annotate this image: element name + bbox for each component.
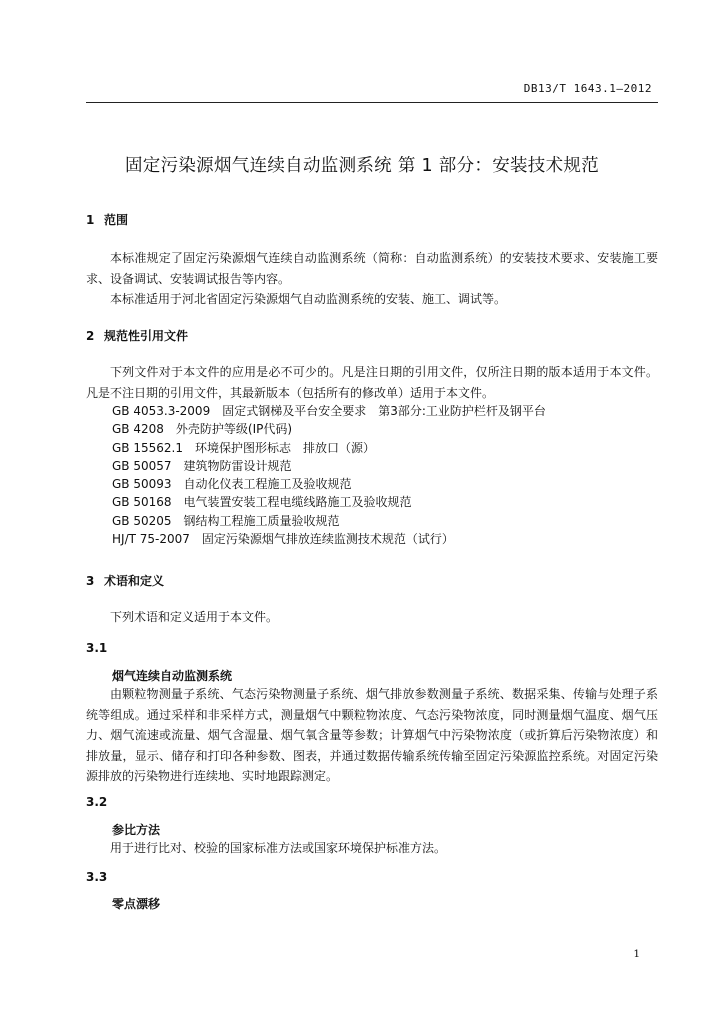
reference-item: GB 50205 钢结构工程施工质量验收规范 (112, 513, 340, 528)
section-number: 3 (86, 574, 95, 588)
term-3-1-name: 烟气连续自动监测系统 (112, 669, 233, 683)
paragraph: 下列术语和定义适用于本文件。 (110, 610, 279, 624)
section-2-heading (86, 327, 188, 344)
term-3-3-number: 3.3 (86, 870, 108, 884)
reference-item: GB 15562.1 环境保护图形标志 排放口（源） (112, 440, 375, 455)
term-3-2-number: 3.2 (86, 795, 108, 809)
document-title: 固定污染源烟气连续自动监测系统 第 1 部分：安装技术规范 (124, 156, 600, 176)
term-3-3-name: 零点漂移 (112, 897, 161, 911)
term-3-1-definition (86, 684, 658, 787)
section-3-intro (86, 607, 658, 628)
term-3-2-name: 参比方法 (112, 823, 161, 837)
section-title: 范围 (104, 213, 129, 227)
paragraph: 下列文件对于本文件的应用是必不可少的。凡是注日期的引用文件，仅所注日期的版本适用于本文件。凡是不注日期的引用文件，其最新版本（包括所有的修改单）适用于本文件。 (86, 365, 658, 400)
paragraph: 用于进行比对、校验的国家标准方法或国家环境保护标准方法。 (110, 841, 447, 855)
reference-item: GB 4208 外壳防护等级(IP代码) (112, 422, 293, 437)
section-number: 2 (86, 329, 95, 343)
reference-item: GB 50057 建筑物防雷设计规范 (112, 458, 292, 473)
header-rule (86, 102, 658, 103)
reference-item: GB 4053.3-2009 固定式钢梯及平台安全要求 第3部分:工业防护栏杆及钢平台 (112, 404, 546, 418)
reference-item: GB 50093 自动化仪表工程施工及验收规范 (112, 477, 352, 492)
paragraph: 由颗粒物测量子系统、气态污染物测量子系统、烟气排放参数测量子系统、数据采集、传输与处理子系统等组成。通过采样和非采样方式，测量烟气中颗粒物浓度、气态污染物浓度，同时测量烟气温度、烟气压力、烟气流速或流量、烟气含湿量、烟气氧含量等参数；计算烟气中污染物浓度（或折算后污染物浓度）和排放量，显示、储存和打印各种参数、图表，并通过数据传输系统传输至固定污染源监控系统。对固定污染源排放的污染物进行连续地、实时地跟踪测定。 (86, 687, 658, 783)
reference-list (112, 402, 546, 548)
reference-item: HJ/T 75-2007 固定污染源烟气排放连续监测技术规范（试行） (112, 532, 454, 547)
paragraph: 本标准规定了固定污染源烟气连续自动监测系统（简称：自动监测系统）的安装技术要求、安装施工要求、设备调试、安装调试报告等内容。 (86, 251, 658, 286)
paragraph: 本标准适用于河北省固定污染源烟气自动监测系统的安装、施工、调试等。 (110, 292, 507, 306)
section-1-heading (86, 211, 128, 228)
section-number: 1 (86, 213, 95, 227)
term-3-1-number: 3.1 (86, 641, 108, 655)
page-number: 1 (633, 948, 640, 960)
term-3-2-definition (86, 838, 658, 859)
section-title: 术语和定义 (104, 574, 165, 588)
standard-code: DB13/T 1643.1—2012 (523, 82, 652, 95)
section-2-intro (86, 362, 658, 403)
section-1-body (86, 248, 658, 310)
reference-item: GB 50168 电气装置安装工程电缆线路施工及验收规范 (112, 495, 412, 510)
section-title: 规范性引用文件 (104, 329, 189, 343)
section-3-heading (86, 572, 164, 589)
